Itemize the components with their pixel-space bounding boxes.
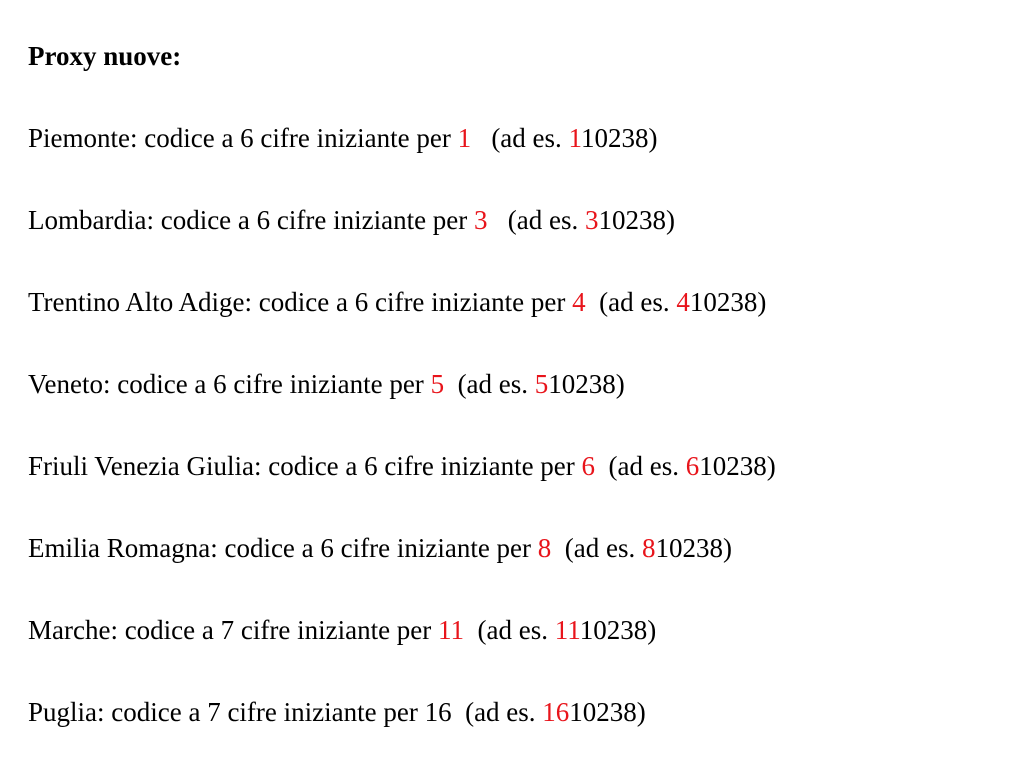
example-rest: 10238) (655, 533, 733, 563)
example-rest: 10238) (548, 369, 625, 399)
example-intro: (ad es. (585, 287, 677, 317)
region-line-piemonte (28, 114, 1008, 162)
example-prefix: 6 (685, 451, 700, 481)
region-line-emilia-romagna (28, 524, 1008, 572)
example-rest: 10238) (689, 287, 767, 317)
line-text: Emilia Romagna: codice a 6 cifre iniziante per (28, 533, 538, 563)
code-prefix: 6 (581, 451, 596, 481)
example-prefix: 8 (642, 533, 656, 563)
example-intro: (ad es. (487, 205, 585, 235)
example-prefix: 1 (568, 123, 582, 153)
example-rest: 10238) (581, 123, 658, 153)
example-prefix: 16 (542, 697, 570, 727)
code-prefix: 4 (572, 287, 586, 317)
example-rest: 10238) (569, 697, 646, 727)
example-prefix: 5 (534, 369, 549, 399)
region-line-friuli-venezia-giulia (28, 442, 1008, 490)
example-intro: (ad es. (471, 123, 569, 153)
code-prefix: 11 (438, 615, 465, 645)
line-text: Trentino Alto Adige: codice a 6 cifre iniziante per (28, 287, 573, 317)
region-line-puglia (28, 688, 1008, 736)
line-text: Veneto: codice a 6 cifre iniziante per (28, 369, 431, 399)
region-line-veneto (28, 360, 1008, 408)
line-text: Friuli Venezia Giulia: codice a 6 cifre iniziante per (28, 451, 582, 481)
example-intro: (ad es. (595, 451, 686, 481)
example-intro: (ad es. (451, 697, 543, 727)
code-prefix: 3 (474, 205, 488, 235)
example-prefix: 11 (554, 615, 580, 645)
line-text: Lombardia: codice a 6 cifre iniziante per (28, 205, 475, 235)
line-text: Marche: codice a 7 cifre iniziante per (28, 615, 439, 645)
example-intro: (ad es. (444, 369, 535, 399)
example-prefix: 3 (585, 205, 599, 235)
code-prefix: 5 (430, 369, 445, 399)
example-rest: 10238) (598, 205, 675, 235)
example-prefix: 4 (676, 287, 690, 317)
region-line-marche (28, 606, 1008, 654)
region-line-lombardia (28, 196, 1008, 244)
slide-content (28, 32, 1008, 770)
example-rest: 10238) (579, 615, 657, 645)
line-text: Piemonte: codice a 6 cifre iniziante per (28, 123, 458, 153)
code-prefix: 1 (457, 123, 472, 153)
example-intro: (ad es. (464, 615, 555, 645)
code-prefix: 8 (537, 533, 552, 563)
page-title: Proxy nuove: (28, 41, 182, 71)
example-rest: 10238) (699, 451, 776, 481)
example-intro: (ad es. (551, 533, 643, 563)
line-text: Puglia: codice a 7 cifre iniziante per 16 (28, 697, 452, 727)
region-line-trentino-alto-adige (28, 278, 1008, 326)
